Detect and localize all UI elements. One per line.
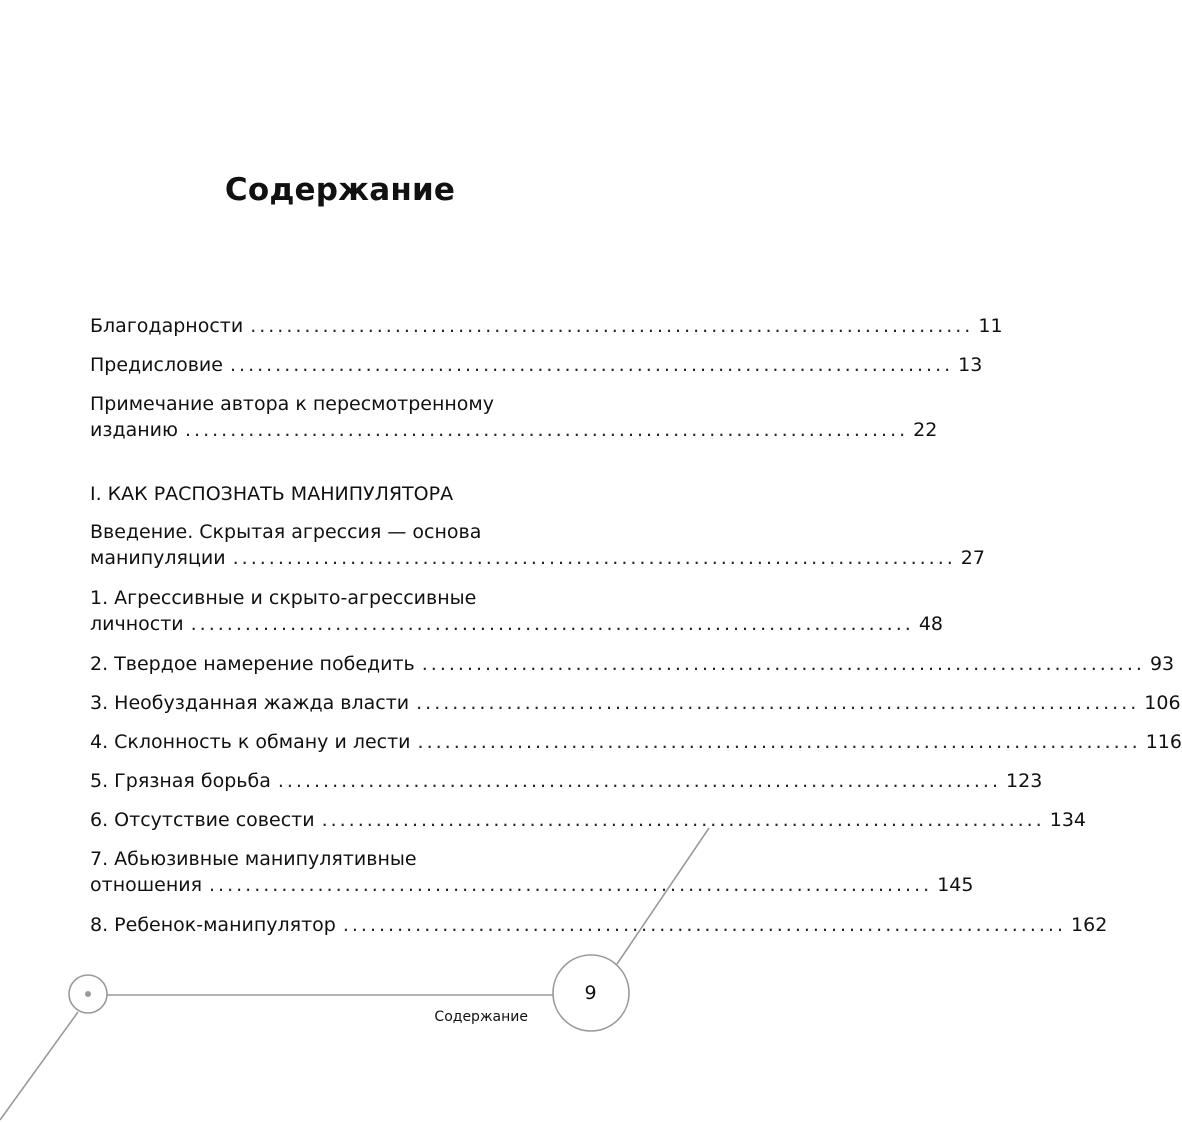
table-of-contents (90, 0, 1182, 1122)
toc-leader-dots: ................................................................................ (421, 653, 1145, 675)
toc-page-number: 134 (1049, 809, 1086, 831)
toc-entry-acknowledgements[interactable] (90, 313, 1003, 339)
toc-entry-title-line1: 7. Абьюзивные манипулятивные (90, 848, 417, 870)
toc-entry-chapter-8[interactable] (90, 912, 1108, 938)
toc-page-number: 123 (1006, 770, 1043, 792)
toc-entry-title: 3. Необузданная жажда власти (90, 692, 410, 714)
toc-entry-preface[interactable] (90, 352, 983, 378)
page-title: Содержание (224, 172, 456, 208)
toc-page-number: 145 (937, 874, 974, 896)
toc-entry-title-line2: изданию (90, 419, 178, 441)
toc-page-number: 106 (1144, 692, 1181, 714)
toc-leader-dots: ................................................................................ (417, 731, 1141, 753)
toc-entry-title: 5. Грязная борьба (90, 770, 271, 792)
toc-entry-title: 2. Твердое намерение победить (90, 653, 415, 675)
toc-page-number: 48 (918, 613, 943, 635)
toc-entry-introduction[interactable] (90, 519, 985, 571)
toc-entry-authors-note[interactable] (90, 391, 938, 443)
toc-entry-title-line2: личности (90, 613, 184, 635)
toc-leader-dots: ................................................................................ (277, 770, 1002, 792)
toc-page-number: 13 (958, 354, 983, 376)
section-heading[interactable]: I. КАК РАСПОЗНАТЬ МАНИПУЛЯТОРА (90, 483, 454, 505)
toc-entry-chapter-5[interactable] (90, 768, 1043, 794)
toc-entry-title-line2: манипуляции (90, 547, 226, 569)
toc-entry-title: 6. Отсутствие совести (90, 809, 315, 831)
toc-entry-title-line1: Примечание автора к пересмотренному (90, 393, 495, 415)
toc-page-number: 162 (1071, 914, 1108, 936)
toc-leader-dots: ................................................................................ (185, 419, 909, 441)
page-number: 9 (584, 982, 597, 1004)
toc-leader-dots: ................................................................................ (229, 354, 954, 376)
toc-page-number: 27 (960, 547, 985, 569)
running-header: Содержание (434, 1009, 528, 1025)
toc-entry-title-line1: Введение. Скрытая агрессия — основа (90, 521, 482, 543)
toc-page-number: 93 (1149, 653, 1175, 675)
toc-entry-chapter-1[interactable] (90, 585, 943, 637)
toc-leader-dots: ................................................................................ (232, 547, 956, 569)
toc-leader-dots: ................................................................................ (416, 692, 1140, 714)
toc-entry-chapter-3[interactable] (90, 690, 1181, 716)
toc-page-number: 11 (978, 315, 1003, 337)
toc-entry-title: Благодарности (90, 315, 244, 337)
toc-entry-title: Предисловие (90, 354, 223, 376)
toc-entry-title-line1: 1. Агрессивные и скрыто-агрессивные (90, 587, 477, 609)
toc-leader-dots: ................................................................................ (209, 874, 933, 896)
toc-entry-chapter-6[interactable] (90, 807, 1086, 833)
toc-page-number: 116 (1145, 731, 1182, 753)
toc-leader-dots: ................................................................................ (190, 613, 914, 635)
decor-line-left-diagonal (0, 1012, 78, 1120)
toc-entry-chapter-2[interactable] (90, 651, 1175, 677)
toc-leader-dots: ................................................................................ (321, 809, 1045, 831)
toc-entry-chapter-4[interactable] (90, 729, 1182, 755)
toc-page-number: 22 (913, 419, 938, 441)
toc-entry-title: 8. Ребенок-манипулятор (90, 914, 336, 936)
toc-leader-dots: ................................................................................ (250, 315, 974, 337)
toc-entry-title: 4. Склонность к обману и лести (90, 731, 411, 753)
toc-leader-dots: ................................................................................ (342, 914, 1067, 936)
toc-entry-title-line2: отношения (90, 874, 203, 896)
toc-entry-chapter-7[interactable] (90, 846, 974, 898)
